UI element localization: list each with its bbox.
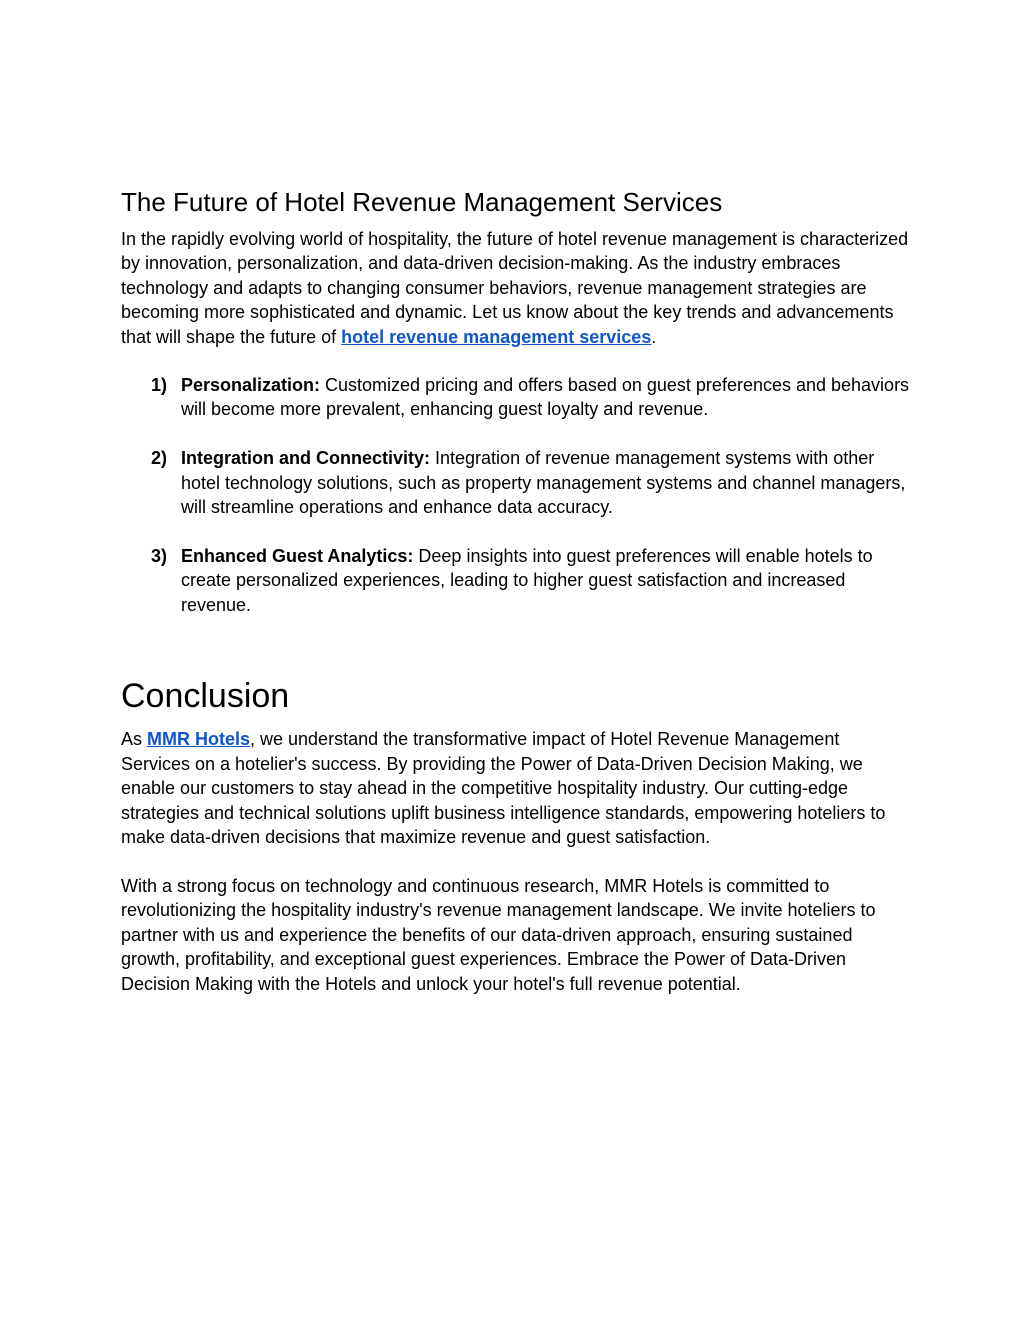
trend-term: Personalization: [181,375,321,396]
trend-number: 1) [151,375,168,396]
hotel-revenue-management-services-link[interactable]: hotel revenue management services [341,326,652,347]
trend-text: Integration of revenue management systems with other hotel technology solutions, such as property management systems and channel managers, will streamline operations and enhance data accuracy. [181,448,906,518]
trend-term: Integration and Connectivity: [181,448,431,469]
conclusion-para1-rest: , we understand the transformative impact of Hotel Revenue Management Services on a hotelier's success. By providing the Power of Data-Driven Decision Making, we enable our customers to stay ahead in the competitive hospitality industry. Our cutting-edge strategies and technical solutions uplift business intelligence standards, empowering hoteliers to make data-driven decisions that maximize revenue and guest satisfaction. [121,729,886,848]
paragraph-gap [121,849,911,873]
conclusion-heading: Conclusion [121,677,290,716]
conclusion-para1-start: As [121,729,148,750]
trend-item-personalization [121,373,911,422]
future-section-heading: The Future of Hotel Revenue Management Services [121,187,723,217]
trend-item-integration [121,446,911,519]
trend-text: Customized pricing and offers based on guest preferences and behaviors will become more prevalent, enhancing guest loyalty and revenue. [181,375,910,420]
section-spacer [121,641,911,675]
trend-number: 3) [151,545,168,566]
conclusion-paragraph-1 [121,727,911,849]
document-content [121,185,911,996]
future-intro-text: In the rapidly evolving world of hospitality, the future of hotel revenue management is characterized by innovation, personalization, and data-driven decision-making. As the industry embraces technology and adapts to changing consumer behaviors, revenue management strategies are becoming more sophisticated and dynamic. Let us know about the key trends and advancements that will shape the future of [121,229,909,347]
mmr-hotels-link[interactable]: MMR Hotels [147,729,251,750]
trend-term: Enhanced Guest Analytics: [181,545,414,566]
trend-number: 2) [151,448,168,469]
trend-item-guest-analytics [121,544,911,617]
conclusion-paragraph-2: With a strong focus on technology and continuous research, MMR Hotels is committed to revolutionizing the hospitality industry's revenue management landscape. We invite hoteliers to partner with us and experience the benefits of our data-driven approach, ensuring sustained growth, profitability, and exceptional guest experiences. Embrace the Power of Data-Driven Decision Making with the Hotels and unlock your hotel's full revenue potential. [121,875,876,994]
trends-list [121,373,911,617]
future-intro-paragraph [121,227,911,349]
future-intro-end: . [651,326,657,347]
trend-text: Deep insights into guest preferences will enable hotels to create personalized experiences, leading to higher guest satisfaction and increased revenue. [181,545,873,615]
